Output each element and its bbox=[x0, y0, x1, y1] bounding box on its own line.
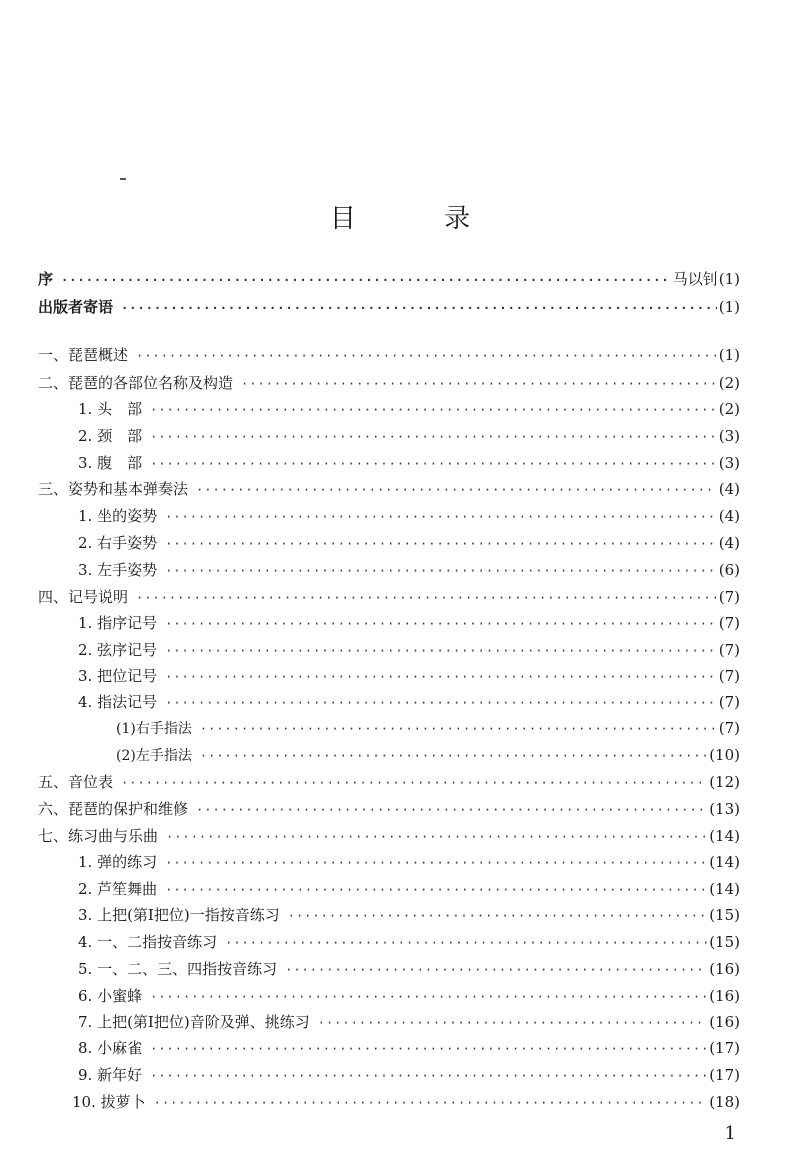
toc-entry-section[interactable] bbox=[78, 532, 740, 556]
page-title: 目 录 bbox=[329, 204, 511, 234]
toc-entry-page: (2) bbox=[718, 374, 740, 392]
toc-entry-section[interactable] bbox=[78, 505, 740, 529]
toc-entry-page: (15) bbox=[709, 933, 740, 951]
toc-entry-section[interactable] bbox=[78, 398, 740, 422]
dot-leader bbox=[196, 803, 707, 817]
dot-leader bbox=[165, 617, 717, 631]
toc-entry-section[interactable] bbox=[78, 931, 740, 955]
dot-leader bbox=[121, 301, 717, 315]
toc-entry-section[interactable] bbox=[78, 985, 740, 1009]
toc-entry-label: 五、音位表 bbox=[38, 773, 114, 791]
dot-leader bbox=[166, 830, 707, 844]
dot-leader bbox=[150, 403, 717, 417]
toc-entry-page: (7) bbox=[718, 667, 740, 685]
dot-leader bbox=[200, 722, 717, 736]
toc-entry-page: (14) bbox=[709, 827, 740, 845]
toc-entry-section[interactable] bbox=[78, 639, 740, 663]
toc-entry-label: 1. 头 部 bbox=[78, 400, 143, 418]
page-number: 1 bbox=[724, 1123, 736, 1144]
dot-leader bbox=[136, 349, 717, 363]
dot-leader bbox=[165, 696, 717, 710]
toc-entry-label: 3. 把位记号 bbox=[78, 667, 158, 685]
toc-entry-publisher-note[interactable] bbox=[38, 296, 740, 320]
dot-leader bbox=[150, 990, 707, 1004]
toc-entry-section[interactable] bbox=[78, 452, 740, 476]
toc-entry-chapter[interactable] bbox=[38, 586, 740, 610]
toc-entry-chapter[interactable] bbox=[38, 798, 740, 822]
dot-leader bbox=[196, 483, 717, 497]
toc-entry-label: 2. 右手姿势 bbox=[78, 534, 158, 552]
toc-entry-page: (1) bbox=[718, 346, 740, 364]
toc-entry-label: 一、琵琶概述 bbox=[38, 346, 129, 364]
toc-entry-label: 序 bbox=[38, 270, 54, 288]
toc-entry-chapter[interactable] bbox=[38, 372, 740, 396]
toc-entry-section[interactable] bbox=[72, 1091, 740, 1115]
dot-leader bbox=[121, 776, 707, 790]
toc-entry-label: 三、姿势和基本弹奏法 bbox=[38, 480, 189, 498]
toc-entry-label: (1)右手指法 bbox=[116, 721, 192, 737]
toc-entry-label: 3. 腹 部 bbox=[78, 454, 143, 472]
dot-leader bbox=[165, 564, 717, 578]
dot-leader bbox=[150, 1042, 707, 1056]
toc-entry-label: 2. 弦序记号 bbox=[78, 641, 158, 659]
toc-entry-page: (7) bbox=[718, 693, 740, 711]
toc-entry-page: (14) bbox=[709, 880, 740, 898]
dot-leader bbox=[225, 936, 707, 950]
toc-entry-label: 二、琵琶的各部位名称及构造 bbox=[38, 374, 234, 392]
toc-entry-label: 8. 小麻雀 bbox=[78, 1039, 143, 1057]
toc-entry-section[interactable] bbox=[78, 1011, 740, 1035]
dot-leader bbox=[165, 856, 707, 870]
toc-entry-page: (3) bbox=[718, 454, 740, 472]
toc-entry-section[interactable] bbox=[78, 691, 740, 715]
dot-leader bbox=[136, 591, 717, 605]
dot-leader bbox=[165, 883, 707, 897]
toc-entry-page: (13) bbox=[709, 800, 740, 818]
toc-entry-section[interactable] bbox=[78, 612, 740, 636]
toc-entry-page: (2) bbox=[718, 400, 740, 418]
toc-entry-page: (16) bbox=[709, 1013, 740, 1031]
toc-entry-chapter[interactable] bbox=[38, 344, 740, 368]
toc-entry-page: (16) bbox=[709, 987, 740, 1005]
toc-entry-page: (15) bbox=[709, 906, 740, 924]
toc-entry-section[interactable] bbox=[78, 1064, 740, 1088]
toc-entry-page: (17) bbox=[709, 1039, 740, 1057]
toc-entry-label: 5. 一、二、三、四指按音练习 bbox=[78, 960, 278, 978]
toc-entry-section[interactable] bbox=[78, 665, 740, 689]
toc-entry-page: (7) bbox=[718, 641, 740, 659]
dot-leader bbox=[318, 1016, 707, 1030]
toc-entry-section[interactable] bbox=[78, 904, 740, 928]
toc-entry-label: (2)左手指法 bbox=[116, 748, 192, 764]
toc-entry-author: 马以钊 bbox=[672, 270, 718, 288]
toc-entry-page: (18) bbox=[709, 1093, 740, 1111]
toc-entry-label: 六、琵琶的保护和维修 bbox=[38, 800, 189, 818]
dot-leader bbox=[285, 963, 707, 977]
toc-entry-label: 1. 指序记号 bbox=[78, 614, 158, 632]
toc-entry-section[interactable] bbox=[78, 559, 740, 583]
toc-entry-page: (1) bbox=[718, 270, 740, 288]
toc-entry-page: (4) bbox=[718, 480, 740, 498]
dot-leader bbox=[154, 1096, 708, 1110]
toc-entry-section[interactable] bbox=[78, 878, 740, 902]
toc-entry-page: (16) bbox=[709, 960, 740, 978]
toc-entry-label: 7. 上把(第Ⅰ把位)音阶及弹、挑练习 bbox=[78, 1013, 310, 1031]
toc-entry-page: (4) bbox=[718, 507, 740, 525]
toc-entry-label: 6. 小蜜蜂 bbox=[78, 987, 143, 1005]
toc-entry-section[interactable] bbox=[78, 425, 740, 449]
dot-leader bbox=[150, 457, 717, 471]
toc-entry-page: (10) bbox=[709, 746, 740, 764]
toc-entry-label: 出版者寄语 bbox=[38, 298, 114, 316]
toc-entry-label: 4. 一、二指按音练习 bbox=[78, 933, 218, 951]
toc-entry-section[interactable] bbox=[78, 958, 740, 982]
toc-entry-label: 3. 上把(第Ⅰ把位)一指按音练习 bbox=[78, 906, 280, 924]
toc-entry-label: 4. 指法记号 bbox=[78, 693, 158, 711]
toc-entry-page: (3) bbox=[718, 427, 740, 445]
dot-leader bbox=[200, 749, 707, 763]
toc-entry-label: 2. 颈 部 bbox=[78, 427, 143, 445]
toc-entry-subsection[interactable] bbox=[116, 745, 740, 769]
toc-entry-section[interactable] bbox=[78, 851, 740, 875]
dot-leader bbox=[165, 510, 717, 524]
dot-leader bbox=[165, 670, 717, 684]
dot-leader bbox=[150, 430, 717, 444]
toc-entry-label: 1. 弹的练习 bbox=[78, 853, 158, 871]
toc-entry-page: (14) bbox=[709, 853, 740, 871]
toc-entry-label: 1. 坐的姿势 bbox=[78, 507, 158, 525]
toc-entry-chapter[interactable] bbox=[38, 771, 740, 795]
toc-entry-page: (7) bbox=[718, 588, 740, 606]
toc-entry-label: 10. 拔萝卜 bbox=[72, 1093, 146, 1111]
toc-entry-page: (1) bbox=[718, 298, 740, 316]
toc-entry-chapter[interactable] bbox=[38, 478, 740, 502]
toc-entry-label: 2. 芦笙舞曲 bbox=[78, 880, 158, 898]
toc-entry-page: (7) bbox=[718, 719, 740, 737]
dot-leader bbox=[288, 909, 707, 923]
toc-entry-page: (7) bbox=[718, 614, 740, 632]
toc-entry-section[interactable] bbox=[78, 1037, 740, 1061]
dot-leader bbox=[165, 644, 717, 658]
dot-leader bbox=[61, 273, 671, 287]
dot-leader bbox=[241, 377, 717, 391]
toc-entry-page: (12) bbox=[709, 773, 740, 791]
toc-entry-page: (4) bbox=[718, 534, 740, 552]
toc-entry-label: 七、练习曲与乐曲 bbox=[38, 827, 159, 845]
toc-entry-page: (6) bbox=[718, 561, 740, 579]
toc-entry-preface[interactable] bbox=[38, 268, 740, 292]
stray-mark bbox=[120, 178, 126, 180]
toc-entry-label: 3. 左手姿势 bbox=[78, 561, 158, 579]
toc-entry-subsection[interactable] bbox=[116, 718, 740, 742]
toc-entry-label: 四、记号说明 bbox=[38, 588, 129, 606]
toc-entry-label: 9. 新年好 bbox=[78, 1066, 143, 1084]
dot-leader bbox=[165, 537, 717, 551]
toc-entry-chapter[interactable] bbox=[38, 825, 740, 849]
dot-leader bbox=[150, 1069, 707, 1083]
toc-entry-page: (17) bbox=[709, 1066, 740, 1084]
